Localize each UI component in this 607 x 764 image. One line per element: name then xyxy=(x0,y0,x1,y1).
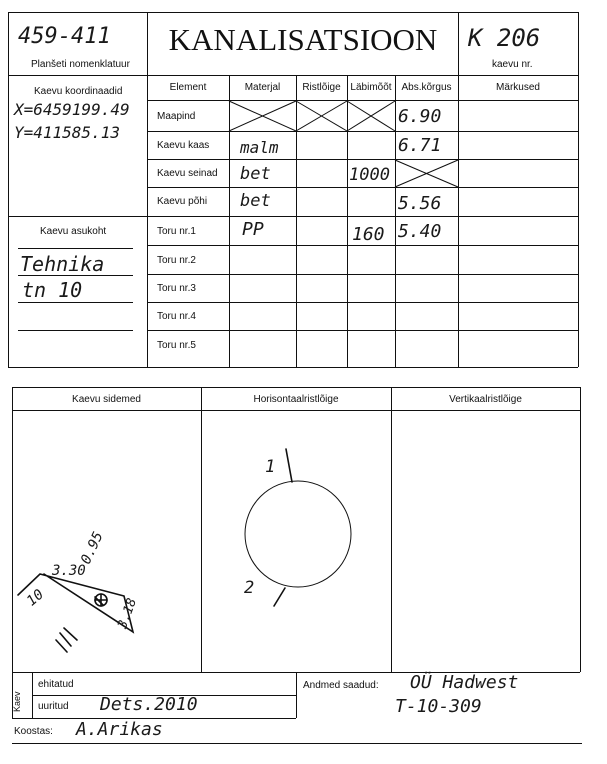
andmed-value-1: OÜ Hadwest xyxy=(410,672,519,693)
value-materjal-seinad: bet xyxy=(240,164,271,184)
table-row-element: Kaevu kaas xyxy=(157,140,210,151)
value-materjal-toru1: PP xyxy=(242,219,264,240)
well-circle xyxy=(245,481,351,587)
col-header-sidemed: Kaevu sidemed xyxy=(72,394,141,405)
value-labimoot-toru1: 160 xyxy=(352,224,385,245)
col-header-vertikaal: Vertikaalristlõige xyxy=(449,394,522,405)
value-abs-toru1: 5.40 xyxy=(398,221,442,242)
sketch-label-d: 3.18 xyxy=(115,596,141,631)
value-materjal-pohi: bet xyxy=(240,191,271,211)
sheet-number: 459-411 xyxy=(18,24,111,49)
value-abs-kaas: 6.71 xyxy=(398,135,442,156)
value-labimoot-seinad: 1000 xyxy=(349,165,390,185)
sketch-label-b: 0.95 xyxy=(78,529,107,567)
value-materjal-kaas: malm xyxy=(240,138,279,157)
col-header-ristloige: Ristlõige xyxy=(302,82,341,93)
well-label: kaevu nr. xyxy=(492,59,533,70)
table-row-element: Toru nr.4 xyxy=(157,311,196,322)
coords-label: Kaevu koordinaadid xyxy=(34,86,123,97)
pipe-1-label: 1 xyxy=(265,457,276,477)
page-title: KANALISATSIOON xyxy=(168,22,438,57)
location-label: Kaevu asukoht xyxy=(40,226,107,237)
koostas-value: A.Arikas xyxy=(76,719,163,740)
sheet-label: Planšeti nomenklatuur xyxy=(31,59,130,70)
andmed-value-2: T-10-309 xyxy=(395,696,482,717)
table-row-element: Toru nr.5 xyxy=(157,340,196,351)
well-number: K 206 xyxy=(468,24,541,52)
pipe-2-line xyxy=(274,588,285,606)
andmed-label: Andmed saadud: xyxy=(303,680,379,691)
coord-y: Y=411585.13 xyxy=(14,123,120,142)
table-row-element: Maapind xyxy=(157,111,196,122)
col-header-element: Element xyxy=(169,82,207,93)
col-header-markused: Märkused xyxy=(496,82,540,93)
sketch-label-c: 10 xyxy=(23,586,48,610)
location-line2: tn 10 xyxy=(22,278,83,302)
col-header-abs: Abs.kõrgus xyxy=(401,82,452,93)
table-row-element: Kaevu seinad xyxy=(157,168,218,179)
pipe-2-label: 2 xyxy=(244,578,255,598)
uuritud-value: Dets.2010 xyxy=(100,694,198,715)
koostas-label: Koostas: xyxy=(14,726,53,737)
coord-x: X=6459199.49 xyxy=(14,100,130,119)
hydrant-glyph xyxy=(56,640,67,652)
sketch-label-a: 3.30 xyxy=(52,563,86,579)
col-header-horisontaal: Horisontaalristlõige xyxy=(253,394,339,405)
kaev-label: Kaev xyxy=(12,691,22,712)
ehitatud-label: ehitatud xyxy=(38,679,74,690)
col-header-materjal: Materjal xyxy=(244,82,281,93)
uuritud-label: uuritud xyxy=(38,701,69,712)
table-row-element: Kaevu põhi xyxy=(157,196,208,207)
location-line1: Tehnika xyxy=(20,252,105,276)
table-row-element: Toru nr.2 xyxy=(157,255,196,266)
col-header-labimoot: Läbimõõt xyxy=(350,82,392,93)
value-abs-maapind: 6.90 xyxy=(398,106,442,127)
pipe-1-line xyxy=(286,449,292,482)
table-row-element: Toru nr.1 xyxy=(157,226,196,237)
table-row-element: Toru nr.3 xyxy=(157,283,196,294)
value-abs-pohi: 5.56 xyxy=(398,193,442,214)
